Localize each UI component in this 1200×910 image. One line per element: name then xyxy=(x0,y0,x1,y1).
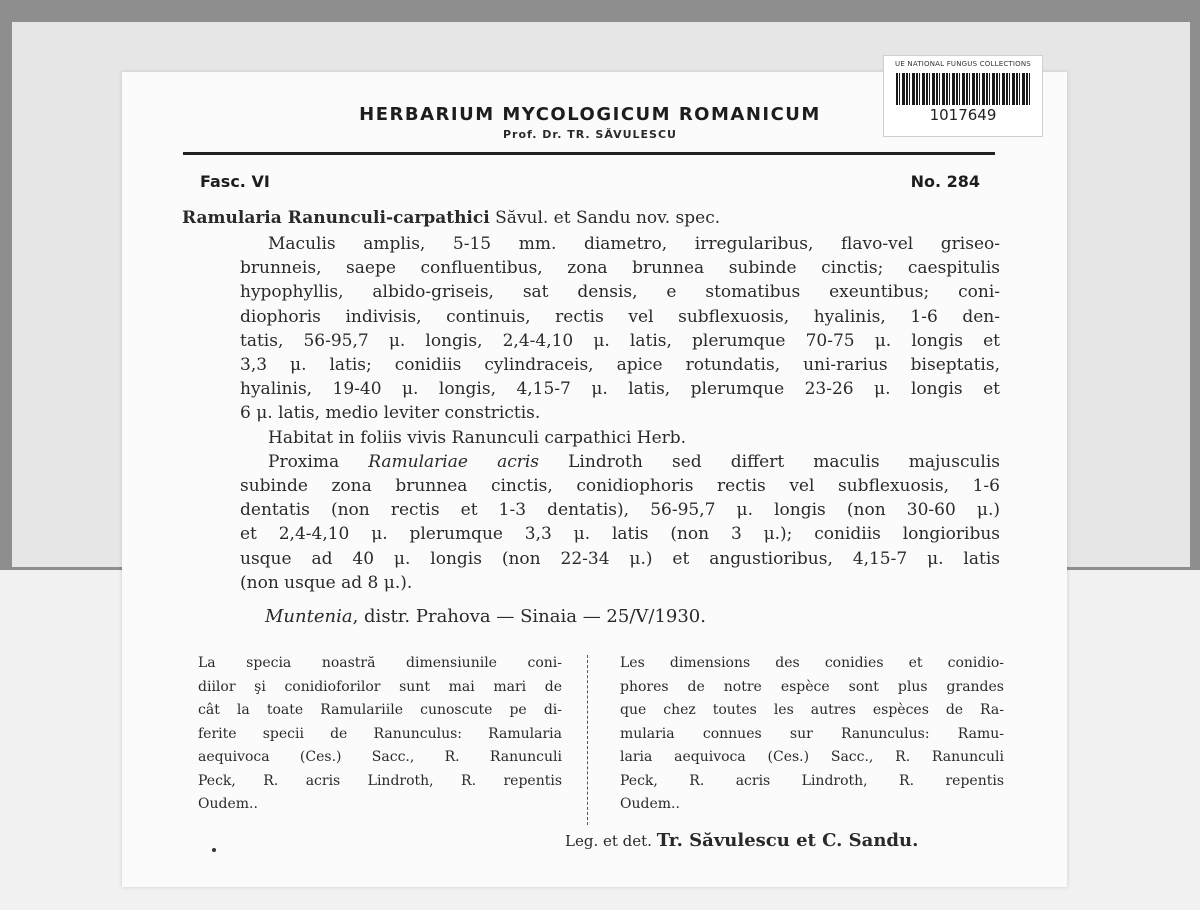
herbarium-title: HERBARIUM MYCOLOGICUM ROMANICUM xyxy=(359,104,821,125)
species-authority: Săvul. et Sandu nov. spec. xyxy=(489,208,721,228)
fascicle-label: Fasc. VI xyxy=(200,172,270,191)
description-line: 6 μ. latis, medio leviter constrictis. xyxy=(240,403,541,424)
proxima-line: dentatis (non rectis et 1-3 dentatis), 56-95,7 μ. longis (non 30-60 μ.) xyxy=(240,500,1000,521)
proxima-line xyxy=(240,450,1000,474)
barcode-number: 1017649 xyxy=(929,106,997,124)
locality-rest: , distr. Prahova — Sinaia — 25/V/1930. xyxy=(352,606,706,627)
species-heading xyxy=(182,208,720,228)
description-line: hypophyllis, albido-griseis, sat densis, e stomatibus exeuntibus; coni- xyxy=(240,282,1000,303)
romanian-line: Peck, R. acris Lindroth, R. repentis xyxy=(198,772,562,789)
description-line: brunneis, saepe confluentibus, zona brunnea subinde cinctis; caespitulis xyxy=(240,258,1000,279)
proxima-line: usque ad 40 μ. longis (non 22-34 μ.) et angustioribus, 4,15-7 μ. latis xyxy=(240,548,1000,569)
proxima-line: subinde zona brunnea cinctis, conidiophoris rectis vel subflexuosis, 1-6 xyxy=(240,476,1000,497)
romanian-line: La specia noastră dimensiunile coni- xyxy=(198,655,562,671)
french-line: phores de notre espèce sont plus grandes xyxy=(620,678,1004,695)
romanian-line: ferite specii de Ranunculus: Ramularia xyxy=(198,725,562,742)
romanian-note xyxy=(198,652,562,817)
barcode-label xyxy=(883,55,1043,137)
romanian-line: Oudem.. xyxy=(198,796,258,812)
french-line: que chez toutes les autres espèces de Ra- xyxy=(620,702,1004,718)
proxima-rest: Lindroth sed differt maculis majusculis xyxy=(539,451,1001,472)
habitat-line: Habitat in foliis vivis Ranunculi carpathici Herb. xyxy=(268,427,687,448)
description-line: diophoris indivisis, continuis, rectis vel subflexuosis, hyalinis, 1-6 den- xyxy=(240,306,1000,327)
proxima-prefix: Proxima xyxy=(268,451,369,472)
locality-line xyxy=(265,606,706,627)
description-line: 3,3 μ. latis; conidiis cylindraceis, apice rotundatis, uni-rarius biseptatis, xyxy=(240,355,1000,376)
french-line: laria aequivoca (Ces.) Sacc., R. Ranunculi xyxy=(620,749,1004,765)
specimen-number: No. 284 xyxy=(910,172,980,191)
description-line: hyalinis, 19-40 μ. longis, 4,15-7 μ. latis, plerumque 23-26 μ. longis et xyxy=(240,379,1000,400)
species-name: Ramularia Ranunculi-carpathici xyxy=(182,208,490,228)
proxima-species: Ramulariae acris xyxy=(368,451,540,472)
latin-description xyxy=(240,232,1000,595)
bullet-dot xyxy=(212,848,216,852)
french-line: Les dimensions des conidies et conidio- xyxy=(620,655,1004,671)
proxima-line: (non usque ad 8 μ.). xyxy=(240,572,413,593)
french-note xyxy=(620,652,1004,817)
locality-region: Muntenia xyxy=(265,606,353,627)
romanian-line: cât la toate Ramulariile cunoscute pe di- xyxy=(198,702,562,718)
french-line: Peck, R. acris Lindroth, R. repentis xyxy=(620,772,1004,789)
french-line: mularia connues sur Ranunculus: Ramu- xyxy=(620,725,1004,742)
barcode-icon xyxy=(896,73,1030,105)
description-line: Maculis amplis, 5-15 mm. diametro, irregularibus, flavo-vel griseo- xyxy=(268,234,1000,254)
romanian-line: diilor şi conidioforilor sunt mai mari de xyxy=(198,678,562,695)
collector-prefix: Leg. et det. xyxy=(565,832,657,850)
collector-names: Tr. Săvulescu et C. Sandu. xyxy=(656,830,919,851)
herbarium-subtitle: Prof. Dr. TR. SĂVULESCU xyxy=(502,128,677,141)
proxima-line: et 2,4-4,10 μ. plerumque 3,3 μ. latis (non 3 μ.); conidiis longioribus xyxy=(240,524,1000,545)
header-rule xyxy=(183,152,995,155)
french-line: Oudem.. xyxy=(620,796,680,812)
barcode-caption: UE NATIONAL FUNGUS COLLECTIONS xyxy=(895,60,1031,68)
romanian-line: aequivoca (Ces.) Sacc., R. Ranunculi xyxy=(198,749,562,765)
description-line: tatis, 56-95,7 μ. longis, 2,4-4,10 μ. latis, plerumque 70-75 μ. longis et xyxy=(240,330,1000,351)
collector-line xyxy=(565,830,918,851)
column-divider xyxy=(587,655,588,825)
